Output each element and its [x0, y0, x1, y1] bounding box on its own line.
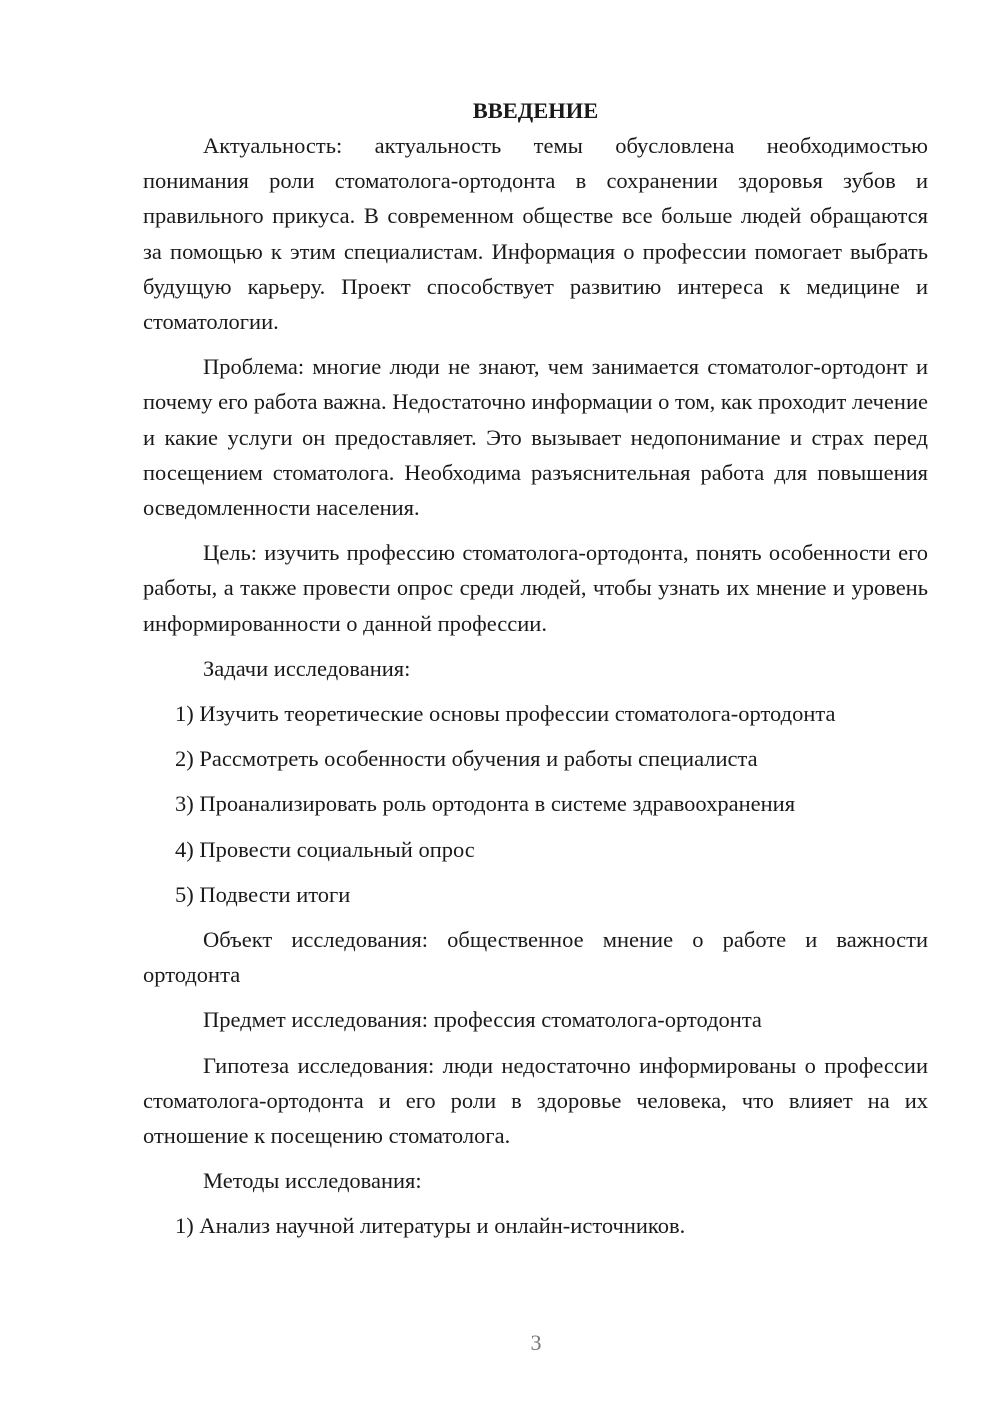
goal-paragraph: Цель: изучить профессию стоматолога-ортодонта, понять особенности его работы, а также провести опрос среди людей, чтобы узнать их мнение и уровень информированности о данной профессии.	[143, 540, 928, 636]
subject-paragraph: Предмет исследования: профессия стоматолога-ортодонта	[203, 1007, 762, 1033]
list-item: 2) Рассмотреть особенности обучения и работы специалиста	[175, 746, 758, 772]
list-item: 1) Изучить теоретические основы профессии стоматолога-ортодонта	[175, 701, 836, 727]
object-paragraph: Объект исследования: общественное мнение о работе и важности ортодонта	[143, 927, 928, 988]
methods-heading: Методы исследования:	[203, 1168, 422, 1194]
list-item: 5) Подвести итоги	[175, 881, 351, 907]
page-title: ВВЕДЕНИЕ	[472, 98, 599, 123]
relevance-paragraph: Актуальность: актуальность темы обусловлена необходимостью понимания роли стоматолога-ортодонта в сохранении здоровья зубов и правильного прикуса. В современном обществе все больше людей обращаются за помощью к этим специалистам. Информация о профессии помогает выбрать будущую карьеру. Проект способствует развитию интереса к медицине и стоматологии.	[143, 133, 928, 335]
tasks-heading: Задачи исследования:	[203, 655, 411, 681]
tasks-list	[143, 696, 928, 912]
list-item: 1) Анализ научной литературы и онлайн-источников.	[175, 1213, 686, 1239]
methods-list	[143, 1208, 928, 1243]
hypothesis-paragraph: Гипотеза исследования: люди недостаточно информированы о профессии стоматолога-ортодонта и его роли в здоровье человека, что влияет на их отношение к посещению стоматолога.	[143, 1052, 928, 1149]
list-item: 4) Провести социальный опрос	[175, 836, 475, 862]
problem-paragraph: Проблема: многие люди не знают, чем занимается стоматолог-ортодонт и почему его работа важна. Недостаточно информации о том, как проходит лечение и какие услуги он предоставляет. Это вызывает недопонимание и страх перед посещением стоматолога. Необходима разъяснительная работа для повышения осведомленности населения.	[143, 354, 928, 521]
page-number: 3	[530, 1330, 542, 1355]
list-item: 3) Проанализировать роль ортодонта в системе здравоохранения	[175, 791, 796, 817]
page-content	[143, 93, 928, 1254]
